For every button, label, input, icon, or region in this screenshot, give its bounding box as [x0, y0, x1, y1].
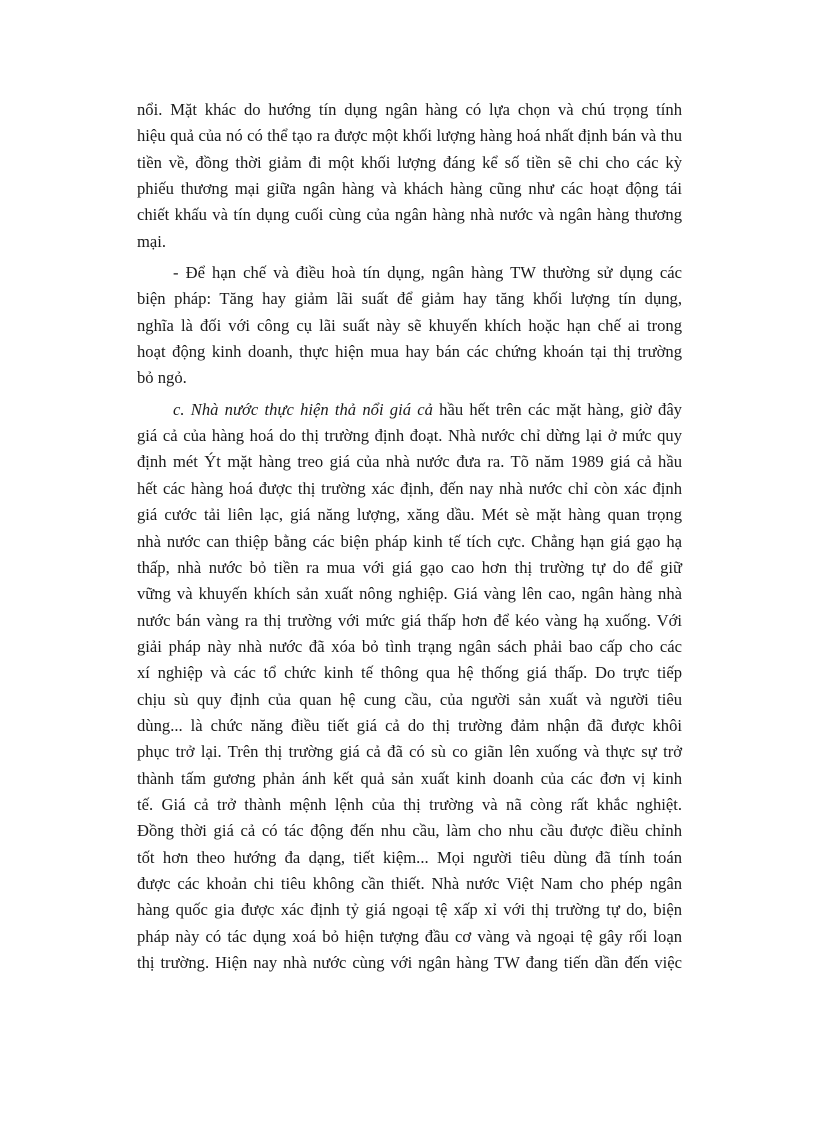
text-line: xí nghiệp và các tổ chức kinh tế thông qua hệ thống giá thấp. Do trực tiếp — [137, 663, 682, 683]
text-line: nước bán vàng ra thị trường với mức giá thấp hơn để kéo vàng hạ xuống. Với — [137, 610, 682, 630]
text-line: giá cả của hàng hoá do thị trường định đoạt. Nhà nước chỉ dừng lại ở mức quy — [137, 426, 682, 446]
text-line: giá cước tải liên lạc, giá năng lượng, xăng dầu. Mét sè mặt hàng quan trọng — [137, 505, 682, 525]
text-line: thấp, nhà nước bỏ tiền ra mua với giá gạo cao hơn thị trường tự do để giữ — [137, 557, 682, 577]
document-page — [137, 97, 682, 981]
paragraph-1 — [137, 97, 682, 255]
section-heading-italic: c. Nhà nước thực hiện thả nổi giá cả — [173, 399, 433, 419]
text-line: nhà nước can thiệp bằng các biện pháp kinh tế tích cực. Chẳng hạn giá gạo hạ — [137, 531, 682, 551]
lead-rest-text: hầu hết trên các mặt hàng, giờ đây — [432, 399, 682, 419]
text-line: biện pháp: Tăng hay giảm lãi suất để giảm hay tăng khối lượng tín dụng, — [137, 289, 682, 309]
paragraph-3 — [137, 397, 682, 977]
text-line-lead — [137, 397, 682, 423]
text-line: hiệu quả của nó có thể tạo ra được một khối lượng hàng hoá nhất định bán và thu — [137, 126, 682, 146]
text-line: nổi. Mặt khác do hướng tín dụng ngân hàng có lựa chọn và chú trọng tính — [137, 100, 682, 119]
text-line: phục trở lại. Trên thị trường giá cả đã có sù co giãn lên xuống và thực sự trở — [137, 742, 682, 762]
text-line: phiếu thương mại giữa ngân hàng và khách hàng cũng như các hoạt động tái — [137, 179, 682, 199]
text-line: Đồng thời giá cả có tác động đến nhu cầu, làm cho nhu cầu được điều chỉnh — [137, 821, 682, 841]
paragraph-2 — [137, 260, 682, 392]
text-line: - Để hạn chế và điều hoà tín dụng, ngân hàng TW thường sử dụng các — [173, 263, 682, 283]
text-line: hết các hàng hoá được thị trường xác định, đến nay nhà nước chỉ còn xác định — [137, 478, 682, 498]
text-line: hoạt động kinh doanh, thực hiện mua hay bán các chứng khoán tại thị trường — [137, 342, 682, 362]
text-line: vững và khuyến khích sản xuất nông nghiệp. Giá vàng lên cao, ngân hàng nhà — [137, 584, 682, 604]
text-line: định mét Ýt mặt hàng treo giá của nhà nước đưa ra. Tõ năm 1989 giá cả hầu — [137, 452, 682, 472]
text-line: nghĩa là đối với công cụ lãi suất này sẽ khuyến khích hoặc hạn chế ai trong — [137, 315, 682, 335]
text-line: tốt hơn theo hướng đa dạng, tiết kiệm... Mọi người tiêu dùng đã tính toán — [137, 847, 682, 867]
text-line: tế. Giá cả trở thành mệnh lệnh của thị trường và nã còng rất khắc nghiệt. — [137, 794, 682, 814]
text-line: giải pháp này nhà nước đã xóa bỏ tình trạng ngân sách phải bao cấp cho các — [137, 636, 682, 656]
text-line: mại. — [137, 231, 167, 251]
text-line: thành tấm gương phản ánh kết quả sản xuất kinh doanh của các đơn vị kinh — [137, 768, 682, 788]
text-line: được các khoản chi tiêu không cần thiết. Nhà nước Việt Nam cho phép ngân — [137, 873, 682, 893]
text-line: chiết khấu và tín dụng cuối cùng của ngân hàng nhà nước và ngân hàng thương — [137, 205, 682, 225]
text-line: thị trường. Hiện nay nhà nước cùng với ngân hàng TW đang tiến dần đến việc — [137, 953, 682, 972]
text-line: tiền về, đồng thời giảm đi một khối lượng đáng kể số tiền sẽ chi cho các kỳ — [137, 152, 682, 172]
text-line: pháp này có tác dụng xoá bỏ hiện tượng đầu cơ vàng và ngoại tệ gây rối loạn — [137, 926, 682, 946]
text-line: dùng... là chức năng điều tiết giá cả do thị trường đảm nhận đã được khôi — [137, 715, 682, 735]
text-line: bỏ ngỏ. — [137, 368, 187, 388]
text-line: hàng quốc gia được xác định tỷ giá ngoại tệ xấp xỉ với thị trường tự do, biện — [137, 900, 682, 920]
text-line: chịu sù quy định của quan hệ cung cầu, của người sản xuất và người tiêu — [137, 689, 682, 709]
